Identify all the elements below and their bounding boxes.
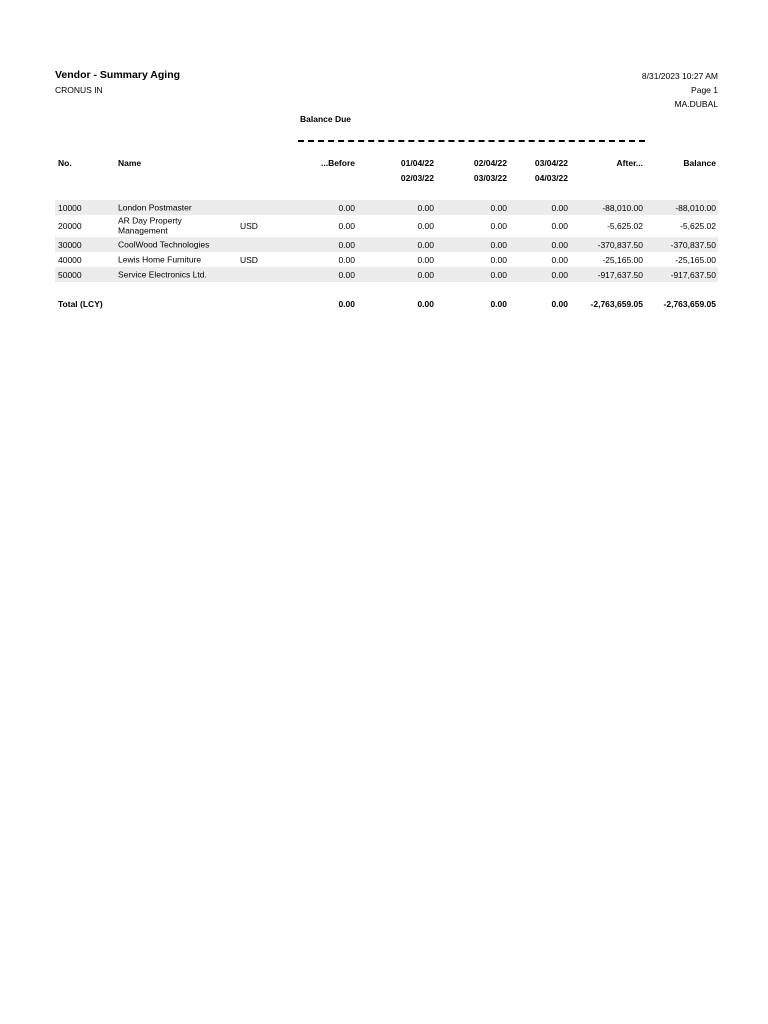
vendor-no: 30000 bbox=[58, 239, 82, 250]
vendor-name: Service Electronics Ltd. bbox=[118, 268, 207, 279]
col-header-period1-from: 01/04/22 bbox=[400, 158, 434, 168]
amount-period3: 0.00 bbox=[551, 202, 568, 213]
amount-period1: 0.00 bbox=[417, 254, 434, 265]
amount-period2: 0.00 bbox=[490, 202, 507, 213]
balance-due-heading: Balance Due bbox=[300, 114, 352, 124]
amount-period1: 0.00 bbox=[417, 239, 434, 250]
amount-before: 0.00 bbox=[338, 254, 355, 265]
amount-before: 0.00 bbox=[338, 221, 355, 231]
vendor-name: AR Day Property Management bbox=[118, 215, 182, 235]
col-header-after: After... bbox=[616, 158, 643, 168]
vendor-name: London Postmaster bbox=[118, 201, 192, 212]
table-row bbox=[55, 237, 718, 252]
amount-before: 0.00 bbox=[338, 239, 355, 250]
col-header-period1-to: 02/03/22 bbox=[400, 173, 434, 183]
total-before: 0.00 bbox=[338, 299, 355, 309]
report-title: Vendor - Summary Aging bbox=[55, 69, 181, 81]
col-header-period3-to: 04/03/22 bbox=[534, 173, 568, 183]
col-header-name: Name bbox=[118, 158, 142, 168]
amount-period3: 0.00 bbox=[551, 239, 568, 250]
vendor-no: 40000 bbox=[58, 254, 82, 265]
amount-after: -370,837.50 bbox=[597, 239, 643, 250]
col-header-period3-from: 03/04/22 bbox=[534, 158, 568, 168]
vendor-no: 50000 bbox=[58, 269, 82, 280]
page-number: Page 1 bbox=[691, 85, 718, 95]
table-row bbox=[55, 252, 718, 267]
col-header-period2-from: 02/04/22 bbox=[473, 158, 507, 168]
balance-due-divider bbox=[298, 140, 645, 142]
table-row bbox=[55, 200, 718, 215]
amount-period2: 0.00 bbox=[490, 254, 507, 265]
col-header-balance: Balance bbox=[683, 158, 716, 168]
amount-after: -917,637.50 bbox=[597, 269, 643, 280]
amount-period2: 0.00 bbox=[490, 221, 507, 231]
amount-after: -88,010.00 bbox=[602, 202, 643, 213]
amount-after: -5,625.02 bbox=[607, 221, 643, 231]
vendor-no: 10000 bbox=[58, 202, 82, 213]
company-name: CRONUS IN bbox=[55, 85, 103, 95]
vendor-name: Lewis Home Furniture bbox=[118, 253, 202, 264]
amount-period1: 0.00 bbox=[417, 269, 434, 280]
amount-balance: -370,837.50 bbox=[670, 239, 716, 250]
amount-balance: -88,010.00 bbox=[675, 202, 716, 213]
total-period3: 0.00 bbox=[551, 299, 568, 309]
total-period2: 0.00 bbox=[490, 299, 507, 309]
col-header-before: ...Before bbox=[320, 158, 355, 168]
amount-period3: 0.00 bbox=[551, 269, 568, 280]
total-label: Total (LCY) bbox=[58, 299, 103, 309]
amount-before: 0.00 bbox=[338, 202, 355, 213]
amount-balance: -25,165.00 bbox=[675, 254, 716, 265]
amount-balance: -917,637.50 bbox=[670, 269, 716, 280]
amount-before: 0.00 bbox=[338, 269, 355, 280]
vendor-currency: USD bbox=[240, 221, 258, 231]
vendor-name: CoolWood Technologies bbox=[118, 238, 210, 249]
total-period1: 0.00 bbox=[417, 299, 434, 309]
total-balance: -2,763,659.05 bbox=[663, 299, 716, 309]
amount-period1: 0.00 bbox=[417, 202, 434, 213]
vendor-no: 20000 bbox=[58, 221, 82, 231]
amount-after: -25,165.00 bbox=[602, 254, 643, 265]
amount-balance: -5,625.02 bbox=[680, 221, 716, 231]
table-row bbox=[55, 215, 718, 237]
vendor-table bbox=[55, 200, 718, 282]
amount-period3: 0.00 bbox=[551, 254, 568, 265]
amount-period3: 0.00 bbox=[551, 221, 568, 231]
total-after: -2,763,659.05 bbox=[590, 299, 643, 309]
amount-period1: 0.00 bbox=[417, 221, 434, 231]
amount-period2: 0.00 bbox=[490, 269, 507, 280]
table-row bbox=[55, 267, 718, 282]
report-user: MA.DUBAL bbox=[674, 99, 718, 109]
col-header-no: No. bbox=[58, 158, 72, 168]
total-row bbox=[55, 297, 718, 311]
amount-period2: 0.00 bbox=[490, 239, 507, 250]
col-header-period2-to: 03/03/22 bbox=[473, 173, 507, 183]
vendor-currency: USD bbox=[240, 254, 258, 265]
report-datetime: 8/31/2023 10:27 AM bbox=[641, 71, 718, 81]
